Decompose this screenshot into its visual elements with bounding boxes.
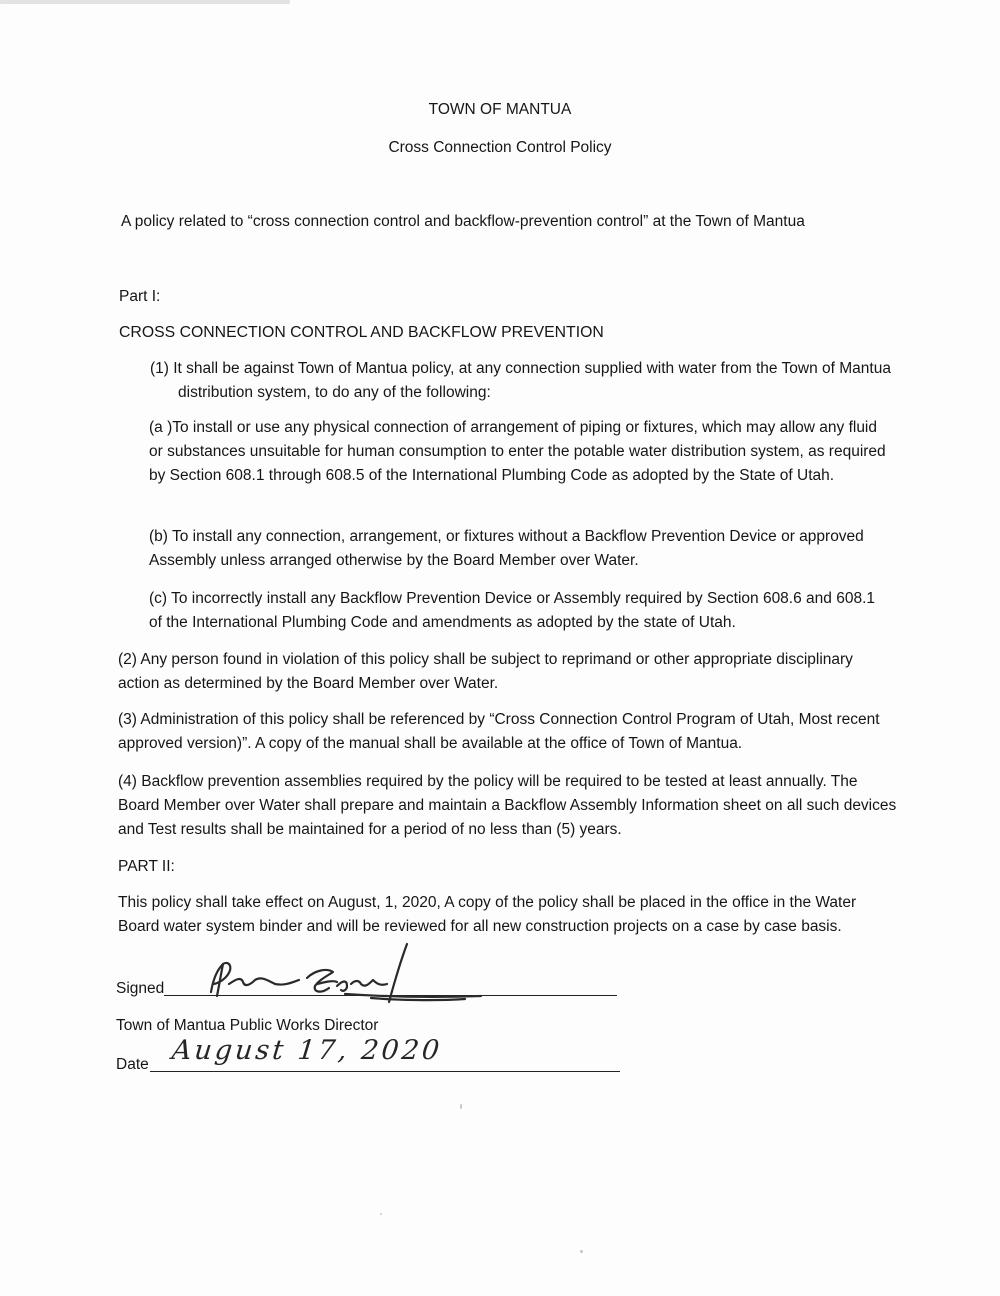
- item-4: (4) Backflow prevention assemblies required by the policy will be required to be tested at least annually. The Board Member over Water shall prepare and maintain a Backflow Assembly Information sheet on all such devices and Test results shall be maintained for a period of no less than (5) years.: [118, 773, 897, 838]
- date-line: [150, 1071, 620, 1072]
- part2-text: This policy shall take effect on August, 1, 2020, A copy of the policy shall be placed in the office in the Water Board water system binder and will be reviewed for all new construction projects on a case by case basis.: [118, 894, 857, 935]
- part1-label: Part I:: [119, 288, 161, 305]
- item-b: (b) To install any connection, arrangement, or fixtures without a Backflow Prevention Device or approved Assembly unless arranged otherwise by the Board Member over Water.: [149, 528, 864, 569]
- scan-artifact: [460, 1104, 462, 1109]
- part1-heading: CROSS CONNECTION CONTROL AND BACKFLOW PREVENTION: [119, 324, 604, 341]
- policy-title: Cross Connection Control Policy: [388, 139, 612, 156]
- scan-artifact: [0, 0, 290, 4]
- handwritten-date: August 17, 2020: [170, 1035, 444, 1066]
- item-2: (2) Any person found in violation of this policy shall be subject to reprimand or other appropriate disciplinary action as determined by the Board Member over Water.: [118, 651, 853, 692]
- signed-label: Signed: [116, 980, 165, 997]
- scan-artifact: [380, 1213, 382, 1215]
- intro-text: A policy related to “cross connection control and backflow-prevention control” at the Town of Mantua: [121, 213, 805, 230]
- item-a: (a )To install or use any physical connection of arrangement of piping or fixtures, which may allow any fluid or substances unsuitable for human consumption to enter the potable water distribution system, as required by Section 608.1 through 608.5 of the International Plumbing Code as adopted by the State of Utah.: [149, 419, 886, 484]
- item-1: (1) It shall be against Town of Mantua policy, at any connection supplied with water from the Town of Mantua distribution system, to do any of the following:: [150, 360, 891, 401]
- date-label: Date: [116, 1056, 149, 1073]
- scan-artifact: [580, 1250, 583, 1253]
- handwritten-signature: [195, 940, 485, 1010]
- item-c: (c) To incorrectly install any Backflow Prevention Device or Assembly required by Section 608.6 and 608.1 of the International Plumbing Code and amendments as adopted by the state of Utah.: [149, 590, 875, 631]
- signer-title: Town of Mantua Public Works Director: [116, 1017, 379, 1034]
- part2-label: PART II:: [118, 858, 175, 875]
- org-title: TOWN OF MANTUA: [428, 101, 572, 118]
- item-3: (3) Administration of this policy shall be referenced by “Cross Connection Control Program of Utah, Most recent approved version)”. A copy of the manual shall be available at the office of Town of Mantua.: [118, 711, 880, 752]
